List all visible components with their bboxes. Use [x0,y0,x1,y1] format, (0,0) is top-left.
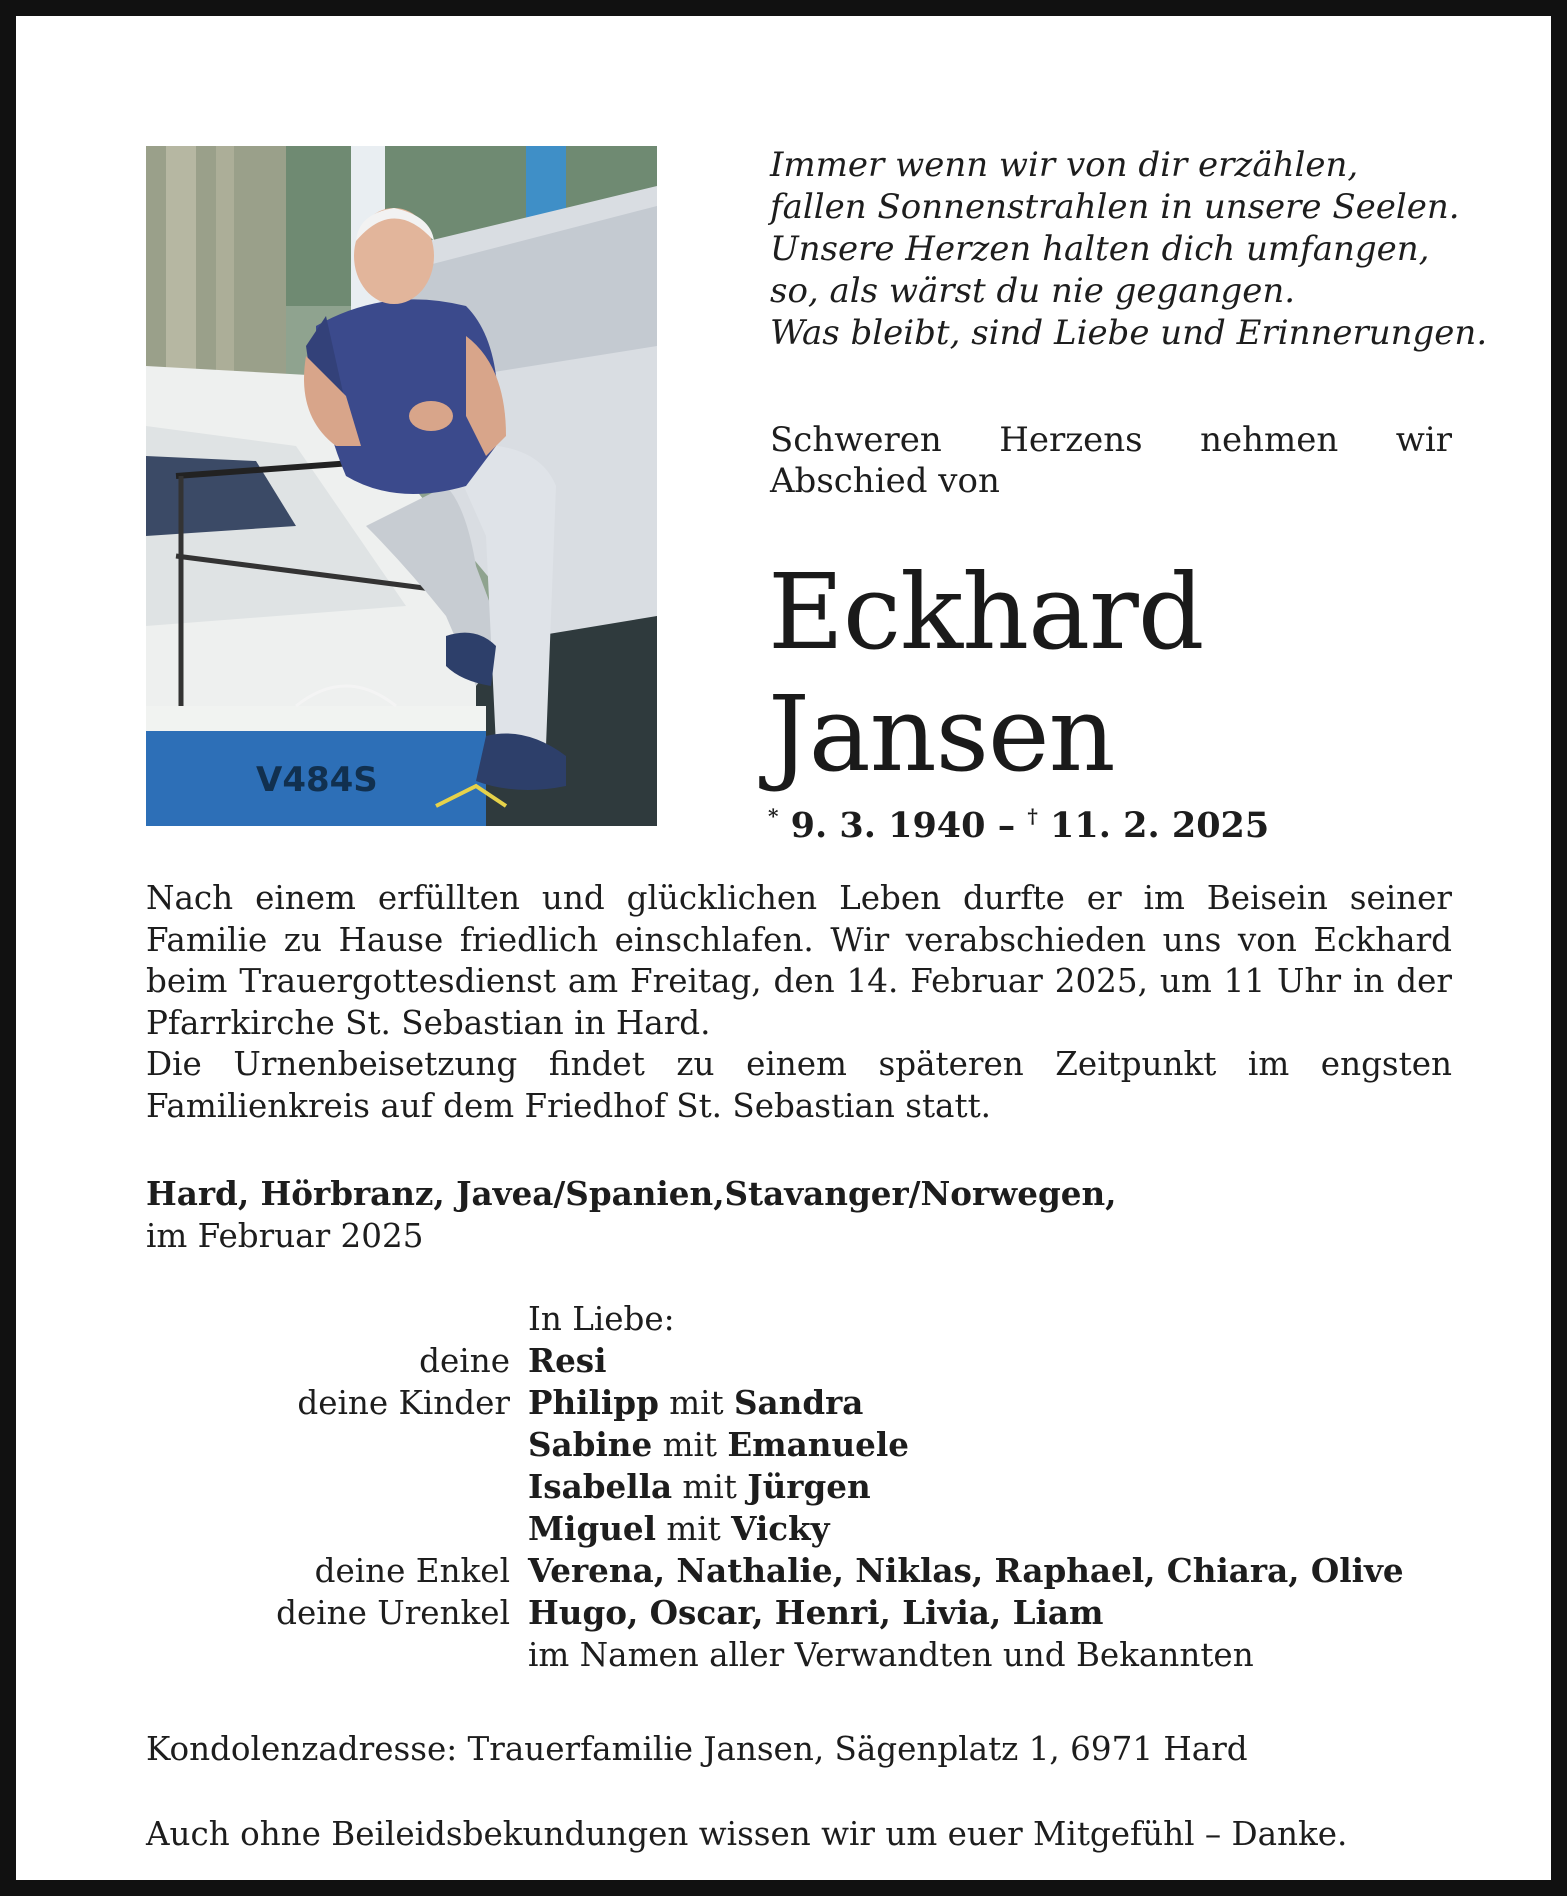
family-name: Sandra [734,1383,864,1422]
family-row [146,1508,1456,1550]
date-separator: – [997,805,1016,846]
farewell-intro [770,420,1452,502]
family-connector: mit [666,1510,721,1548]
family-footer: im Namen aller Verwandten und Bekannten [528,1636,1254,1674]
family-row [146,1382,1456,1424]
family-name: Jürgen [747,1467,871,1506]
life-dates [768,794,1269,848]
family-connector: mit [682,1468,737,1506]
family-row [146,1466,1456,1508]
family-label [146,1466,528,1508]
family-name: Isabella [528,1467,673,1506]
condolence-address: Kondolenzadresse: Trauerfamilie Jansen, Sägenplatz 1, 6971 Hard [146,1730,1248,1768]
intro-line-1 [770,420,1452,461]
place-and-date [146,1173,1452,1257]
death-symbol: † [1027,804,1038,828]
family-row [146,1592,1456,1634]
family-label: deine [419,1342,510,1380]
intro-word: Herzens [999,420,1143,460]
family-label: deine Kinder [297,1384,510,1422]
birth-symbol: * [768,804,779,828]
family-names [528,1466,1456,1508]
locations: Hard, Hörbranz, Javea/Spanien,Stavanger/Norwegen, [146,1174,1117,1213]
family-label [146,1424,528,1466]
announcement-text [146,878,1452,1128]
family-name: Vicky [731,1509,830,1548]
family-names [528,1340,1456,1382]
announcement-paragraph-2: Die Urnenbeisetzung findet zu einem späteren Zeitpunkt im engsten Familienkreis auf dem Friedhof St. Sebastian statt. [146,1045,1452,1125]
family-label: deine Urenkel [276,1594,510,1632]
family-name: Sabine [528,1425,653,1464]
announcement-paragraph-1: Nach einem erfüllten und glücklichen Leben durfte er im Beisein seiner Familie zu Hause friedlich einschlafen. Wir verabschieden uns von Eckhard beim Trauergottesdienst am Freitag, den 14. Februar 2025, um 11 Uhr in der Pfarrkirche St. Sebastian in Hard. [146,879,1452,1042]
intro-word: Schweren [770,420,942,460]
family-heading: In Liebe: [528,1300,675,1338]
family-name: Verena, Nathalie, Niklas, Raphael, Chiara, Olive [528,1551,1404,1590]
family-label: deine Enkel [314,1552,510,1590]
family-label [146,1508,528,1550]
intro-word: wir [1395,420,1452,460]
portrait-photo-illustration [146,146,657,826]
family-names [528,1382,1456,1424]
family-names [528,1550,1456,1592]
deceased-name [768,551,1203,795]
poem-line: Was bleibt, sind Liebe und Erinnerungen. [770,313,1488,353]
poem-line: Immer wenn wir von dir erzählen, [770,145,1359,185]
memorial-poem [770,144,1488,354]
family-connector: mit [662,1426,717,1464]
deceased-first-name: Eckhard [768,551,1204,673]
deceased-last-name: Jansen [768,673,1115,795]
family-name: Hugo, Oscar, Henri, Livia, Liam [528,1593,1104,1632]
announcement-date: im Februar 2025 [146,1217,424,1255]
family-name: Resi [528,1341,607,1380]
family-list [146,1298,1456,1676]
hull-text: V484S [256,760,378,800]
family-label-empty [146,1634,528,1676]
poem-line: so, als wärst du nie gegangen. [770,271,1296,311]
family-name: Miguel [528,1509,657,1548]
family-row [146,1340,1456,1382]
birth-date: 9. 3. 1940 [790,805,986,846]
intro-word: nehmen [1200,420,1339,460]
portrait-photo [146,146,657,826]
family-name: Philipp [528,1383,659,1422]
family-footer-row [146,1634,1456,1676]
family-names [528,1508,1456,1550]
family-label-empty [146,1298,528,1340]
family-names [528,1424,1456,1466]
family-name: Emanuele [727,1425,909,1464]
family-names [528,1592,1456,1634]
family-connector: mit [669,1384,724,1422]
poem-line: fallen Sonnenstrahlen in unsere Seelen. [770,187,1460,227]
poem-line: Unsere Herzen halten dich umfangen, [770,229,1430,269]
intro-line-2: Abschied von [770,461,1000,501]
closing-note: Auch ohne Beileidsbekundungen wissen wir um euer Mitgefühl – Danke. [146,1815,1348,1853]
family-heading-row [146,1298,1456,1340]
family-row [146,1550,1456,1592]
family-row [146,1424,1456,1466]
death-date: 11. 2. 2025 [1050,805,1270,846]
